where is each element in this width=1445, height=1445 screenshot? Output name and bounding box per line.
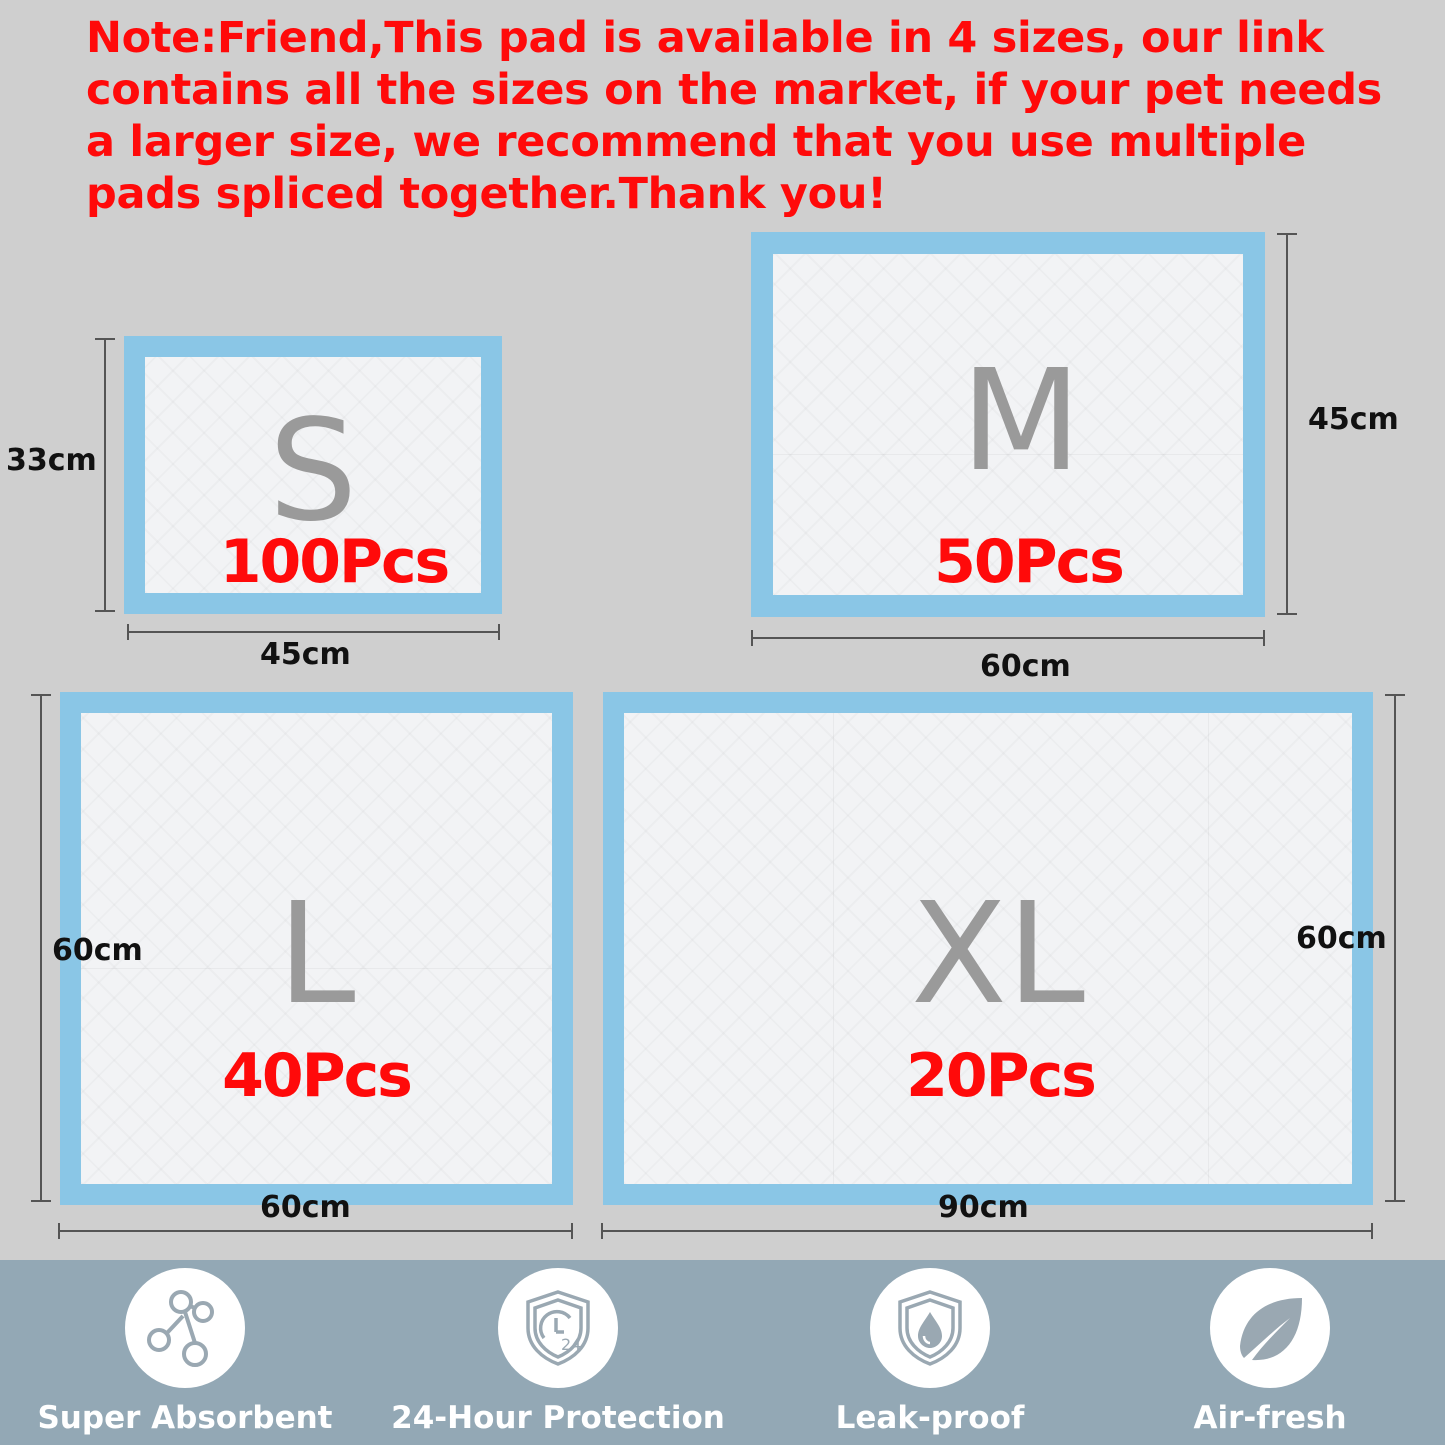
feature-super-absorbent	[5, 1260, 365, 1445]
pad-s-height-label: 33cm	[6, 443, 97, 478]
pad-l-width-label: 60cm	[260, 1190, 351, 1225]
pad-xl-width-line	[603, 1230, 1373, 1232]
pad-s-quantity: 100Pcs	[219, 527, 449, 597]
pad-xl-width-tick-right	[1371, 1223, 1373, 1239]
molecule-icon	[125, 1268, 245, 1388]
pad-l-height-tick-bottom	[31, 1200, 51, 1202]
pad-l-height-tick-top	[31, 694, 51, 696]
pad-xl-width-tick-left	[601, 1223, 603, 1239]
pad-xl-width-label: 90cm	[938, 1190, 1029, 1225]
pad-s-height-tick-bottom	[95, 610, 115, 612]
feature-air-fresh	[1090, 1260, 1445, 1445]
pad-s-width-line	[127, 631, 500, 633]
pad-l-width-line	[60, 1230, 573, 1232]
pad-xl-height-tick-top	[1385, 694, 1405, 696]
pad-s-width-label: 45cm	[260, 637, 351, 672]
feature-label: Super Absorbent	[37, 1400, 333, 1436]
pad-xl-height-label: 60cm	[1296, 921, 1387, 956]
feature-label: Leak-proof	[835, 1400, 1025, 1436]
pad-m-width-tick-right	[1263, 630, 1265, 646]
pad-s-letter: S	[268, 390, 358, 553]
pad-l-height-label: 60cm	[52, 933, 143, 968]
feature-label: Air-fresh	[1193, 1400, 1347, 1436]
svg-text:24: 24	[561, 1335, 582, 1354]
features-band	[0, 1260, 1445, 1445]
pad-m-height-tick-top	[1277, 233, 1297, 235]
pad-s-height-tick-top	[95, 338, 115, 340]
pad-xl-quantity: 20Pcs	[906, 1041, 1095, 1111]
pad-m-width-line	[751, 637, 1265, 639]
note-text: Note:Friend,This pad is available in 4 sizes, our link contains all the sizes on the market, if your pet needs a larger size, we recommend that you use multiple pads spliced together.Thank you!	[86, 13, 1382, 219]
feature-24-hour-protection	[378, 1260, 738, 1445]
shield-clock-icon	[498, 1268, 618, 1388]
pad-xl-height-tick-bottom	[1385, 1200, 1405, 1202]
pad-s-height-line	[104, 338, 106, 612]
pad-xl-height-line	[1394, 694, 1396, 1202]
pad-m-width-tick-left	[751, 630, 753, 646]
pad-l-quantity: 40Pcs	[222, 1041, 411, 1111]
feature-leak-proof	[750, 1260, 1110, 1445]
pad-m-width-label: 60cm	[980, 649, 1071, 684]
pad-l-height-line	[40, 694, 42, 1202]
pad-s-width-tick-left	[127, 624, 129, 640]
pad-m-height-tick-bottom	[1277, 613, 1297, 615]
pad-m-height-line	[1286, 233, 1288, 615]
pad-m-height-label: 45cm	[1308, 402, 1399, 437]
leaf-icon	[1210, 1268, 1330, 1388]
pad-s-width-tick-right	[498, 624, 500, 640]
shield-drop-icon	[870, 1268, 990, 1388]
pad-l-width-tick-left	[58, 1223, 60, 1239]
feature-label: 24-Hour Protection	[391, 1400, 725, 1436]
pad-m-letter: M	[960, 340, 1082, 503]
pad-l-width-tick-right	[571, 1223, 573, 1239]
pad-m-quantity: 50Pcs	[934, 527, 1123, 597]
pad-l-letter: L	[277, 873, 356, 1036]
pad-xl-letter: XL	[911, 873, 1085, 1036]
